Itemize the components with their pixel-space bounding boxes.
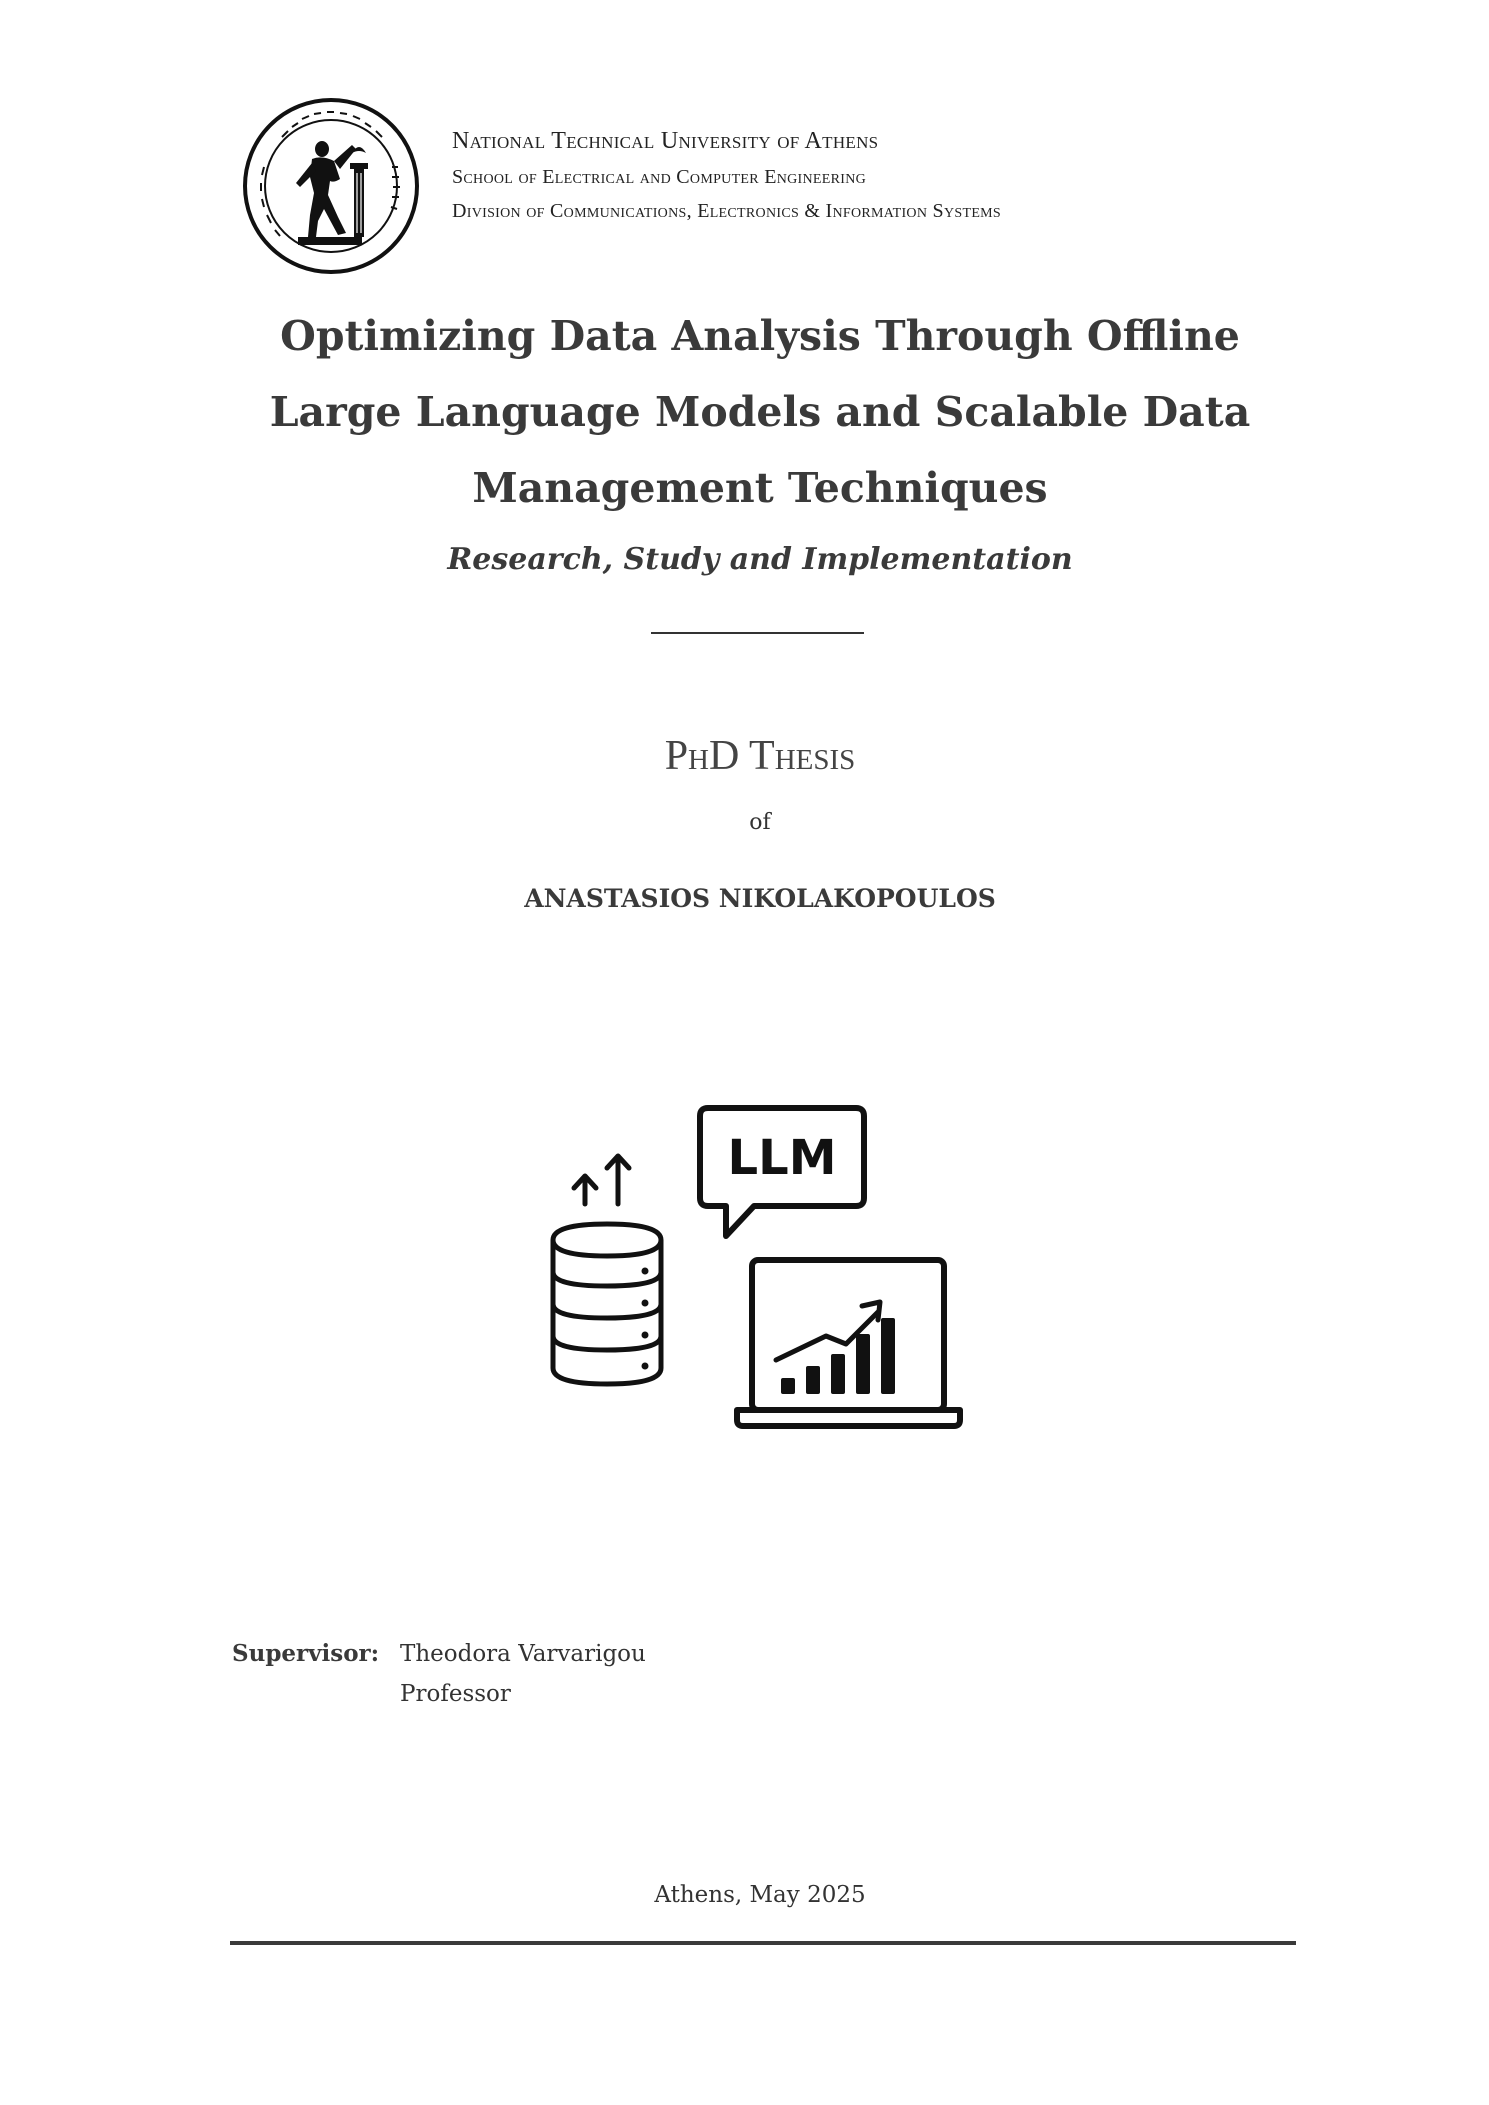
thesis-title xyxy=(180,298,1340,526)
of-label: of xyxy=(749,810,771,835)
supervisor-block xyxy=(232,1634,646,1714)
upload-arrows-icon xyxy=(574,1156,629,1204)
university-name: National Technical University of Athens xyxy=(452,128,879,154)
thesis-title-line-2: Large Language Models and Scalable Data xyxy=(269,388,1251,436)
institution-header xyxy=(452,122,1001,228)
llm-label: LLM xyxy=(727,1130,837,1186)
supervisor-name: Theodora Varvarigou xyxy=(400,1641,646,1667)
cover-illustration xyxy=(540,1100,1000,1440)
thesis-title-line-3: Management Techniques xyxy=(472,464,1048,512)
thesis-type: PhD Thesis xyxy=(664,733,856,779)
school-name: School of Electrical and Computer Engineering xyxy=(452,166,867,188)
llm-speech-bubble-icon xyxy=(700,1108,864,1236)
supervisor-title: Professor xyxy=(400,1681,511,1707)
bottom-rule xyxy=(230,1941,1296,1945)
author-name: ANASTASIOS NIKOLAKOPOULOS xyxy=(524,884,996,913)
university-seal-icon xyxy=(242,97,420,275)
title-divider xyxy=(651,632,864,634)
thesis-subtitle: Research, Study and Implementation xyxy=(447,542,1073,577)
place-and-date: Athens, May 2025 xyxy=(654,1882,866,1908)
laptop-chart-icon xyxy=(737,1260,960,1426)
division-name: Division of Communications, Electronics & Information Systems xyxy=(452,200,1002,222)
thesis-title-line-1: Optimizing Data Analysis Through Offline xyxy=(280,312,1240,360)
supervisor-label: Supervisor: xyxy=(232,1640,380,1667)
